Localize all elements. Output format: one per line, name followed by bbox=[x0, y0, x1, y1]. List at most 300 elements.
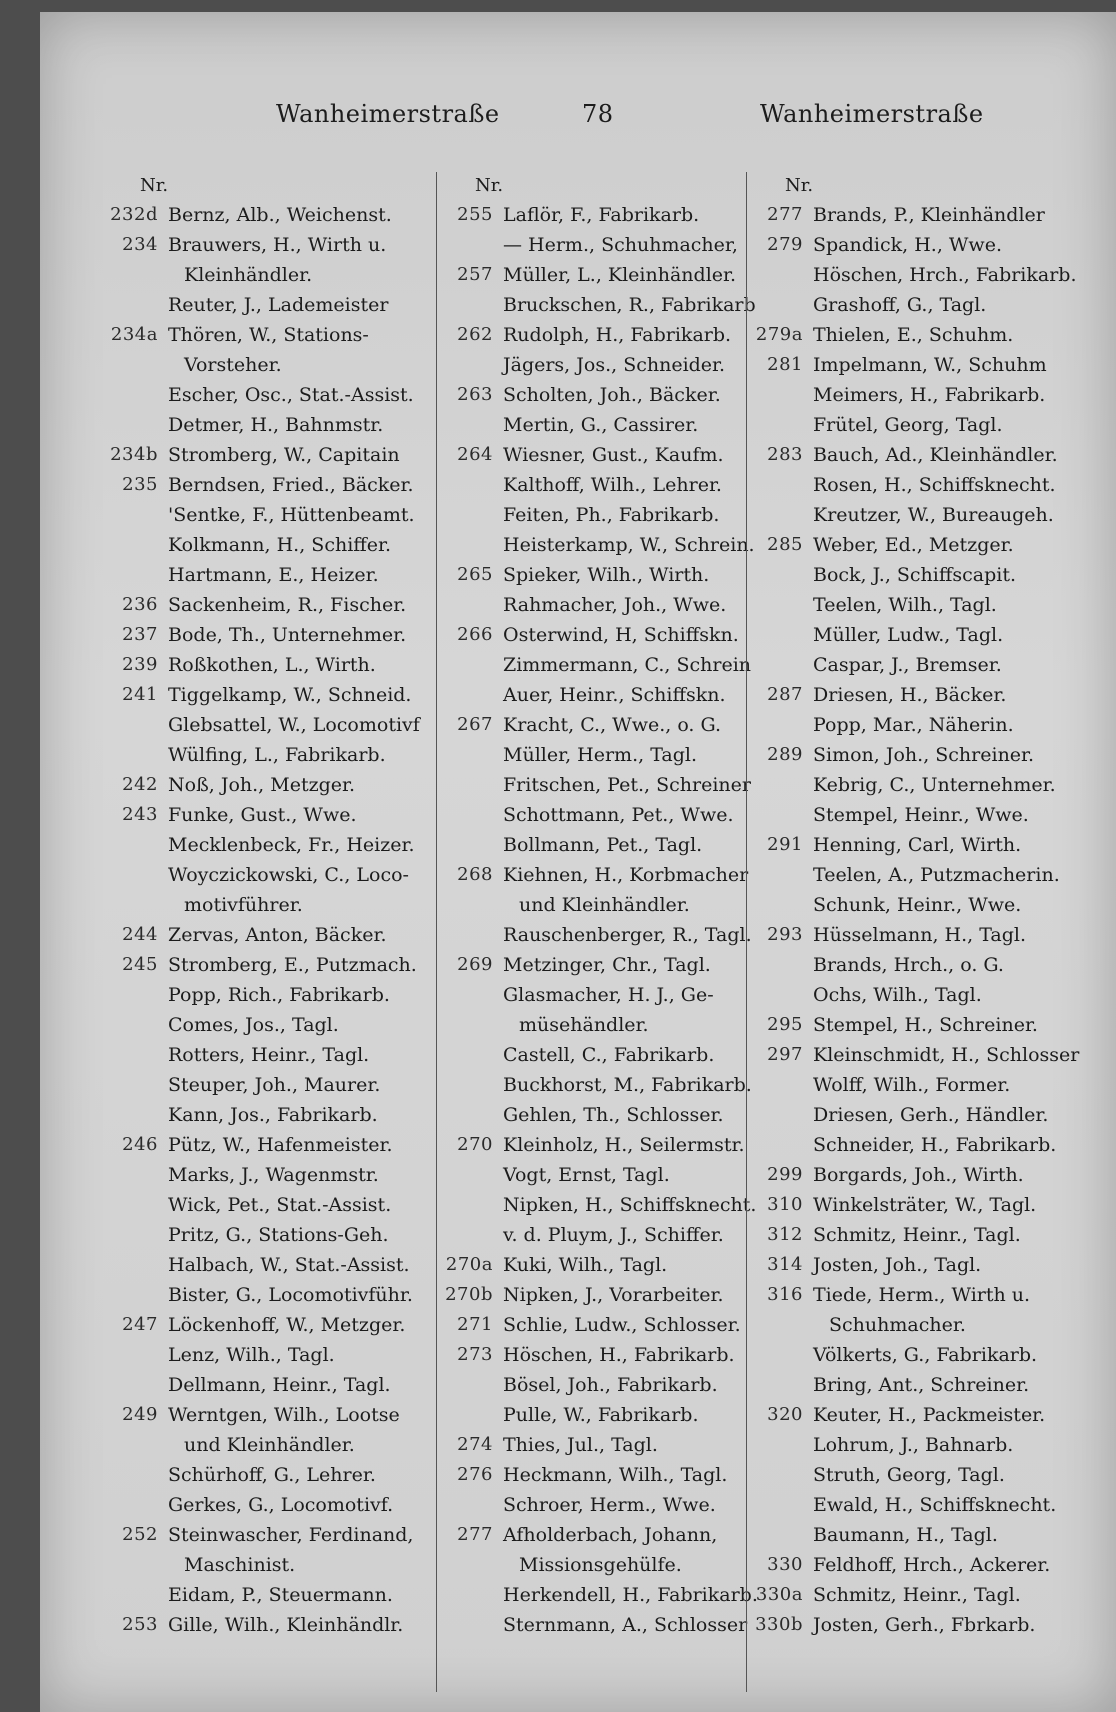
resident-entry: Schmitz, Heinr., Tagl. bbox=[813, 1584, 1021, 1606]
directory-entry bbox=[755, 290, 1106, 320]
house-number: 264 bbox=[457, 444, 493, 465]
directory-entry bbox=[445, 590, 796, 620]
column-label: Nr. bbox=[140, 175, 169, 196]
directory-entry bbox=[445, 1610, 796, 1640]
directory-entry bbox=[110, 950, 470, 980]
house-number: 262 bbox=[457, 324, 493, 345]
house-number: 277 bbox=[457, 1524, 493, 1545]
resident-entry: Josten, Joh., Tagl. bbox=[813, 1254, 982, 1276]
resident-entry: Stempel, H., Schreiner. bbox=[813, 1014, 1038, 1036]
house-number: 237 bbox=[122, 624, 158, 645]
directory-entry bbox=[110, 1610, 470, 1640]
directory-entry bbox=[110, 830, 470, 860]
directory-entry bbox=[110, 1430, 470, 1460]
resident-entry: Schürhoff, G., Lehrer. bbox=[168, 1464, 376, 1486]
resident-entry: Halbach, W., Stat.-Assist. bbox=[168, 1254, 410, 1276]
resident-entry: Berndsen, Fried., Bäcker. bbox=[168, 474, 414, 496]
resident-entry: müsehändler. bbox=[519, 1014, 649, 1036]
resident-entry: Maschinist. bbox=[184, 1554, 296, 1576]
resident-entry: Caspar, J., Bremser. bbox=[813, 654, 1002, 676]
directory-entry bbox=[445, 830, 796, 860]
directory-entry bbox=[110, 710, 470, 740]
resident-entry: Funke, Gust., Wwe. bbox=[168, 804, 357, 826]
resident-entry: Dellmann, Heinr., Tagl. bbox=[168, 1374, 391, 1396]
resident-entry: Ewald, H., Schiffsknecht. bbox=[813, 1494, 1057, 1516]
house-number: 268 bbox=[457, 864, 493, 885]
directory-entry bbox=[445, 740, 796, 770]
resident-entry: Höschen, H., Fabrikarb. bbox=[503, 1344, 735, 1366]
resident-entry: Bösel, Joh., Fabrikarb. bbox=[503, 1374, 718, 1396]
directory-entry bbox=[755, 230, 1106, 260]
resident-entry: Zimmermann, C., Schrein bbox=[503, 654, 752, 676]
directory-entry bbox=[445, 530, 796, 560]
resident-entry: Eidam, P., Steuermann. bbox=[168, 1584, 393, 1606]
resident-entry: Josten, Gerh., Fbrkarb. bbox=[813, 1614, 1036, 1636]
house-number: 330b bbox=[755, 1614, 803, 1635]
resident-entry: Sackenheim, R., Fischer. bbox=[168, 594, 407, 616]
directory-entry bbox=[755, 500, 1106, 530]
directory-entry bbox=[110, 980, 470, 1010]
directory-entry bbox=[755, 560, 1106, 590]
directory-entry bbox=[110, 260, 470, 290]
resident-entry: Roßkothen, L., Wirth. bbox=[168, 654, 376, 676]
directory-entry bbox=[755, 1250, 1106, 1280]
directory-entry bbox=[755, 1550, 1106, 1580]
directory-entry bbox=[445, 230, 796, 260]
directory-entry bbox=[755, 1340, 1106, 1370]
house-number: 314 bbox=[767, 1254, 803, 1275]
resident-entry: Schroer, Herm., Wwe. bbox=[503, 1494, 716, 1516]
column-label: Nr. bbox=[785, 175, 814, 196]
directory-entry bbox=[110, 1310, 470, 1340]
directory-entry bbox=[755, 530, 1106, 560]
directory-entry bbox=[755, 470, 1106, 500]
house-number: 234a bbox=[110, 324, 158, 345]
house-number: 253 bbox=[122, 1614, 158, 1635]
house-number: 246 bbox=[122, 1134, 158, 1155]
resident-entry: Bauch, Ad., Kleinhändler. bbox=[813, 444, 1058, 466]
resident-entry: Weber, Ed., Metzger. bbox=[813, 534, 1014, 556]
resident-entry: Heisterkamp, W., Schrein. bbox=[503, 534, 755, 556]
house-number: 283 bbox=[767, 444, 803, 465]
house-number: 232d bbox=[110, 204, 158, 225]
resident-entry: Rauschenberger, R., Tagl. bbox=[503, 924, 752, 946]
directory-entry bbox=[445, 500, 796, 530]
directory-entry bbox=[110, 1580, 470, 1610]
directory-entry bbox=[110, 1160, 470, 1190]
resident-entry: Bernz, Alb., Weichenst. bbox=[168, 204, 392, 226]
directory-entry bbox=[110, 1190, 470, 1220]
resident-entry: Pritz, G., Stations-Geh. bbox=[168, 1224, 389, 1246]
directory-entry bbox=[110, 1550, 470, 1580]
house-number: 265 bbox=[457, 564, 493, 585]
house-number: 235 bbox=[122, 474, 158, 495]
resident-entry: Schunk, Heinr., Wwe. bbox=[813, 894, 1022, 916]
resident-entry: Thies, Jul., Tagl. bbox=[503, 1434, 658, 1456]
house-number: 274 bbox=[457, 1434, 493, 1455]
resident-entry: Castell, C., Fabrikarb. bbox=[503, 1044, 715, 1066]
house-number: 247 bbox=[122, 1314, 158, 1335]
directory-entry bbox=[755, 1100, 1106, 1130]
directory-entry bbox=[445, 350, 796, 380]
resident-entry: Schneider, H., Fabrikarb. bbox=[813, 1134, 1057, 1156]
directory-entry bbox=[110, 1220, 470, 1250]
directory-entry bbox=[445, 1130, 796, 1160]
house-number: 271 bbox=[457, 1314, 493, 1335]
resident-entry: Glebsattel, W., Locomotivf bbox=[168, 714, 420, 736]
resident-entry: Nipken, H., Schiffsknecht. bbox=[503, 1194, 757, 1216]
resident-entry: Thielen, E., Schuhm. bbox=[813, 324, 1014, 346]
column-2 bbox=[436, 172, 796, 1692]
resident-entry: Vogt, Ernst, Tagl. bbox=[503, 1164, 670, 1186]
resident-entry: Brands, Hrch., o. G. bbox=[813, 954, 1004, 976]
directory-entry bbox=[755, 1400, 1106, 1430]
resident-entry: Lenz, Wilh., Tagl. bbox=[168, 1344, 335, 1366]
house-number: 273 bbox=[457, 1344, 493, 1365]
directory-entry bbox=[445, 890, 796, 920]
resident-entry: motivführer. bbox=[184, 894, 303, 916]
house-number: 269 bbox=[457, 954, 493, 975]
directory-entry bbox=[755, 1070, 1106, 1100]
resident-entry: Nipken, J., Vorarbeiter. bbox=[503, 1284, 724, 1306]
directory-entry bbox=[755, 590, 1106, 620]
directory-entry bbox=[755, 1460, 1106, 1490]
resident-entry: Spieker, Wilh., Wirth. bbox=[503, 564, 710, 586]
resident-entry: Kracht, C., Wwe., o. G. bbox=[503, 714, 722, 736]
resident-entry: Steinwascher, Ferdinand, bbox=[168, 1524, 414, 1546]
resident-entry: v. d. Pluym, J., Schiffer. bbox=[503, 1224, 724, 1246]
house-number: 293 bbox=[767, 924, 803, 945]
resident-entry: Feiten, Ph., Fabrikarb. bbox=[503, 504, 720, 526]
directory-entry bbox=[755, 1490, 1106, 1520]
resident-entry: Kebrig, C., Unternehmer. bbox=[813, 774, 1056, 796]
resident-entry: Laflör, F., Fabrikarb. bbox=[503, 204, 700, 226]
resident-entry: Teelen, Wilh., Tagl. bbox=[813, 594, 997, 616]
house-number: 267 bbox=[457, 714, 493, 735]
house-number: 297 bbox=[767, 1044, 803, 1065]
house-number: 252 bbox=[122, 1524, 158, 1545]
resident-entry: Jägers, Jos., Schneider. bbox=[503, 354, 726, 376]
directory-entry bbox=[110, 530, 470, 560]
directory-entry bbox=[445, 1550, 796, 1580]
resident-entry: Gerkes, G., Locomotivf. bbox=[168, 1494, 394, 1516]
house-number: 279 bbox=[767, 234, 803, 255]
house-number: 291 bbox=[767, 834, 803, 855]
resident-entry: Reuter, J., Lademeister bbox=[168, 294, 389, 316]
directory-entry bbox=[755, 1310, 1106, 1340]
directory-entry bbox=[755, 1280, 1106, 1310]
resident-entry: Kuki, Wilh., Tagl. bbox=[503, 1254, 668, 1276]
resident-entry: Rotters, Heinr., Tagl. bbox=[168, 1044, 370, 1066]
directory-entry bbox=[755, 830, 1106, 860]
directory-entry bbox=[110, 890, 470, 920]
house-number: 330 bbox=[767, 1554, 803, 1575]
page-number: 78 bbox=[582, 100, 614, 128]
house-number: 257 bbox=[457, 264, 493, 285]
directory-entry bbox=[110, 1010, 470, 1040]
directory-entry bbox=[445, 1460, 796, 1490]
house-number: 295 bbox=[767, 1014, 803, 1035]
resident-entry: Meimers, H., Fabrikarb. bbox=[813, 384, 1046, 406]
directory-entry bbox=[445, 1190, 796, 1220]
resident-entry: Bollmann, Pet., Tagl. bbox=[503, 834, 703, 856]
house-number: 236 bbox=[122, 594, 158, 615]
resident-entry: Driesen, H., Bäcker. bbox=[813, 684, 1007, 706]
directory-entry bbox=[445, 1070, 796, 1100]
resident-entry: Brauwers, H., Wirth u. bbox=[168, 234, 387, 256]
directory-entry bbox=[755, 1220, 1106, 1250]
directory-entry bbox=[755, 1610, 1106, 1640]
directory-entry bbox=[110, 200, 470, 230]
resident-entry: Glasmacher, H. J., Ge- bbox=[503, 984, 714, 1006]
directory-entry bbox=[755, 1430, 1106, 1460]
directory-entry bbox=[755, 770, 1106, 800]
resident-entry: Schuhmacher. bbox=[829, 1314, 966, 1336]
directory-entry bbox=[445, 1220, 796, 1250]
directory-entry bbox=[110, 740, 470, 770]
resident-entry: Sternmann, A., Schlosser bbox=[503, 1614, 748, 1636]
directory-entry bbox=[445, 470, 796, 500]
resident-entry: Teelen, A., Putzmacherin. bbox=[813, 864, 1060, 886]
house-number: 266 bbox=[457, 624, 493, 645]
directory-entry bbox=[445, 1490, 796, 1520]
resident-entry: Stempel, Heinr., Wwe. bbox=[813, 804, 1029, 826]
resident-entry: Ochs, Wilh., Tagl. bbox=[813, 984, 982, 1006]
directory-entry bbox=[445, 1280, 796, 1310]
resident-entry: Bring, Ant., Schreiner. bbox=[813, 1374, 1030, 1396]
resident-entry: Popp, Rich., Fabrikarb. bbox=[168, 984, 390, 1006]
directory-entry bbox=[445, 410, 796, 440]
resident-entry: Pütz, W., Hafenmeister. bbox=[168, 1134, 393, 1156]
header-street-left: Wanheimerstraße bbox=[276, 100, 500, 128]
house-number: 263 bbox=[457, 384, 493, 405]
resident-entry: Heckmann, Wilh., Tagl. bbox=[503, 1464, 728, 1486]
resident-entry: Thören, W., Stations- bbox=[168, 324, 369, 346]
directory-entry bbox=[110, 1490, 470, 1520]
directory-entry bbox=[445, 950, 796, 980]
directory-entry bbox=[445, 290, 796, 320]
directory-entry bbox=[755, 740, 1106, 770]
house-number: 239 bbox=[122, 654, 158, 675]
directory-entry bbox=[110, 1130, 470, 1160]
resident-entry: Löckenhoff, W., Metzger. bbox=[168, 1314, 406, 1336]
resident-entry: Völkerts, G., Fabrikarb. bbox=[813, 1344, 1038, 1366]
resident-entry: Tiede, Herm., Wirth u. bbox=[813, 1284, 1031, 1306]
resident-entry: Driesen, Gerh., Händler. bbox=[813, 1104, 1049, 1126]
directory-entry bbox=[445, 200, 796, 230]
house-number: 234b bbox=[110, 444, 158, 465]
house-number: 234 bbox=[122, 234, 158, 255]
resident-entry: Impelmann, W., Schuhm bbox=[813, 354, 1047, 376]
resident-entry: Zervas, Anton, Bäcker. bbox=[168, 924, 387, 946]
directory-entry bbox=[755, 350, 1106, 380]
resident-entry: Herkendell, H., Fabrikarb. bbox=[503, 1584, 758, 1606]
house-number: 312 bbox=[767, 1224, 803, 1245]
house-number: 310 bbox=[767, 1194, 803, 1215]
resident-entry: Mecklenbeck, Fr., Heizer. bbox=[168, 834, 415, 856]
directory-page bbox=[40, 12, 1116, 1712]
directory-entry bbox=[110, 1040, 470, 1070]
directory-entry bbox=[755, 1520, 1106, 1550]
resident-entry: Brands, P., Kleinhändler bbox=[813, 204, 1045, 226]
directory-entry bbox=[755, 710, 1106, 740]
directory-entry bbox=[755, 1130, 1106, 1160]
resident-entry: Spandick, H., Wwe. bbox=[813, 234, 1002, 256]
house-number: 285 bbox=[767, 534, 803, 555]
directory-entry bbox=[755, 1580, 1106, 1610]
house-number: 279a bbox=[755, 324, 803, 345]
directory-entry bbox=[110, 800, 470, 830]
house-number: 316 bbox=[767, 1284, 803, 1305]
house-number: 277 bbox=[767, 204, 803, 225]
directory-entry bbox=[445, 1250, 796, 1280]
directory-entry bbox=[755, 1190, 1106, 1220]
directory-entry bbox=[755, 1370, 1106, 1400]
resident-entry: Feldhoff, Hrch., Ackerer. bbox=[813, 1554, 1051, 1576]
directory-entry bbox=[755, 320, 1106, 350]
house-number: 287 bbox=[767, 684, 803, 705]
directory-entry bbox=[755, 440, 1106, 470]
directory-entry bbox=[445, 650, 796, 680]
resident-entry: Stromberg, E., Putzmach. bbox=[168, 954, 417, 976]
resident-entry: Wick, Pet., Stat.-Assist. bbox=[168, 1194, 392, 1216]
resident-entry: Wiesner, Gust., Kaufm. bbox=[503, 444, 724, 466]
resident-entry: Simon, Joh., Schreiner. bbox=[813, 744, 1035, 766]
resident-entry: Bruckschen, R., Fabrikarb bbox=[503, 294, 756, 316]
column-1 bbox=[110, 172, 470, 1692]
directory-entry bbox=[445, 1010, 796, 1040]
resident-entry: Grashoff, G., Tagl. bbox=[813, 294, 987, 316]
directory-entry bbox=[110, 230, 470, 260]
resident-entry: Bock, J., Schiffscapit. bbox=[813, 564, 1016, 586]
resident-entry: Schmitz, Heinr., Tagl. bbox=[813, 1224, 1021, 1246]
directory-entry bbox=[110, 1280, 470, 1310]
resident-entry: Fritschen, Pet., Schreiner bbox=[503, 774, 751, 796]
directory-entry bbox=[110, 620, 470, 650]
resident-entry: Wolff, Wilh., Former. bbox=[813, 1074, 1011, 1096]
directory-entry bbox=[755, 860, 1106, 890]
directory-entry bbox=[755, 1010, 1106, 1040]
directory-entry bbox=[445, 320, 796, 350]
house-number: 245 bbox=[122, 954, 158, 975]
directory-entry bbox=[445, 770, 796, 800]
directory-entry bbox=[110, 1520, 470, 1550]
directory-entry bbox=[755, 620, 1106, 650]
resident-entry: Popp, Mar., Näherin. bbox=[813, 714, 1014, 736]
directory-entry bbox=[110, 1370, 470, 1400]
resident-entry: und Kleinhändler. bbox=[184, 1434, 355, 1456]
directory-entry bbox=[445, 380, 796, 410]
resident-entry: Mertin, G., Cassirer. bbox=[503, 414, 699, 436]
directory-entry bbox=[110, 1100, 470, 1130]
directory-entry bbox=[755, 950, 1106, 980]
directory-entry bbox=[110, 290, 470, 320]
resident-entry: Borgards, Joh., Wirth. bbox=[813, 1164, 1024, 1186]
resident-entry: Struth, Georg, Tagl. bbox=[813, 1464, 1005, 1486]
resident-entry: Steuper, Joh., Maurer. bbox=[168, 1074, 381, 1096]
directory-entry bbox=[110, 560, 470, 590]
resident-entry: Detmer, H., Bahnmstr. bbox=[168, 414, 384, 436]
resident-entry: Escher, Osc., Stat.-Assist. bbox=[168, 384, 414, 406]
resident-entry: Woyczickowski, C., Loco- bbox=[168, 864, 409, 886]
house-number: 255 bbox=[457, 204, 493, 225]
directory-entry bbox=[755, 380, 1106, 410]
directory-entry bbox=[110, 1400, 470, 1430]
house-number: 270a bbox=[445, 1254, 493, 1275]
resident-entry: Bister, G., Locomotivführ. bbox=[168, 1284, 413, 1306]
directory-entry bbox=[445, 680, 796, 710]
house-number: 243 bbox=[122, 804, 158, 825]
resident-entry: Noß, Joh., Metzger. bbox=[168, 774, 356, 796]
directory-entry bbox=[110, 1250, 470, 1280]
house-number: 320 bbox=[767, 1404, 803, 1425]
house-number: 242 bbox=[122, 774, 158, 795]
house-number: 270 bbox=[457, 1134, 493, 1155]
directory-entry bbox=[755, 260, 1106, 290]
resident-entry: Kolkmann, H., Schiffer. bbox=[168, 534, 392, 556]
directory-entry bbox=[445, 620, 796, 650]
resident-entry: Osterwind, H, Schiffskn. bbox=[503, 624, 739, 646]
directory-entry bbox=[755, 980, 1106, 1010]
resident-entry: Pulle, W., Fabrikarb. bbox=[503, 1404, 699, 1426]
house-number: 289 bbox=[767, 744, 803, 765]
directory-entry bbox=[445, 260, 796, 290]
directory-entry bbox=[445, 1340, 796, 1370]
directory-entry bbox=[110, 1070, 470, 1100]
directory-entry bbox=[755, 890, 1106, 920]
resident-entry: Baumann, H., Tagl. bbox=[813, 1524, 998, 1546]
resident-entry: Stromberg, W., Capitain bbox=[168, 444, 400, 466]
resident-entry: Tiggelkamp, W., Schneid. bbox=[168, 684, 412, 706]
directory-entry bbox=[445, 860, 796, 890]
directory-entry bbox=[110, 920, 470, 950]
directory-entry bbox=[445, 800, 796, 830]
resident-entry: Müller, L., Kleinhändler. bbox=[503, 264, 737, 286]
directory-entry bbox=[755, 650, 1106, 680]
resident-entry: Henning, Carl, Wirth. bbox=[813, 834, 1022, 856]
resident-entry: Kann, Jos., Fabrikarb. bbox=[168, 1104, 378, 1126]
directory-entry bbox=[445, 1160, 796, 1190]
resident-entry: Müller, Ludw., Tagl. bbox=[813, 624, 1004, 646]
resident-entry: Keuter, H., Packmeister. bbox=[813, 1404, 1046, 1426]
directory-entry bbox=[445, 1100, 796, 1130]
house-number: 249 bbox=[122, 1404, 158, 1425]
resident-entry: Wülfing, L., Fabrikarb. bbox=[168, 744, 386, 766]
resident-entry: Schlie, Ludw., Schlosser. bbox=[503, 1314, 741, 1336]
directory-entry bbox=[110, 1340, 470, 1370]
house-number: 270b bbox=[445, 1284, 493, 1305]
directory-entry bbox=[755, 1160, 1106, 1190]
directory-entry bbox=[445, 1370, 796, 1400]
directory-entry bbox=[110, 440, 470, 470]
resident-entry: Gille, Wilh., Kleinhändlr. bbox=[168, 1614, 404, 1636]
directory-entry bbox=[755, 800, 1106, 830]
directory-entry bbox=[110, 590, 470, 620]
house-number: 244 bbox=[122, 924, 158, 945]
directory-entry bbox=[445, 920, 796, 950]
resident-entry: Bode, Th., Unternehmer. bbox=[168, 624, 407, 646]
resident-entry: Lohrum, J., Bahnarb. bbox=[813, 1434, 1014, 1456]
resident-entry: Hüsselmann, H., Tagl. bbox=[813, 924, 1027, 946]
house-number: 281 bbox=[767, 354, 803, 375]
resident-entry: Buckhorst, M., Fabrikarb. bbox=[503, 1074, 752, 1096]
directory-entry bbox=[445, 560, 796, 590]
directory-entry bbox=[445, 710, 796, 740]
directory-entry bbox=[755, 410, 1106, 440]
resident-entry: — Herm., Schuhmacher, bbox=[503, 234, 738, 256]
resident-entry: Comes, Jos., Tagl. bbox=[168, 1014, 339, 1036]
directory-entry bbox=[110, 320, 470, 350]
